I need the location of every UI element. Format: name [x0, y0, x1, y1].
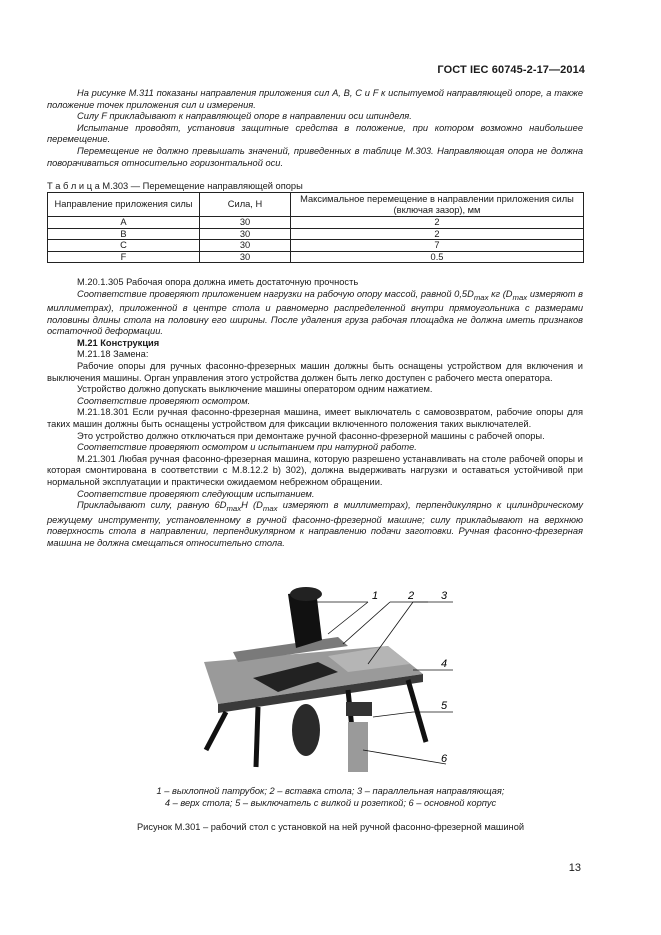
table-leg [408, 680, 426, 742]
table-row [48, 240, 584, 252]
callout-label: 1 [372, 590, 379, 602]
compliance-paragraph: Соответствие проверяют осмотром. [77, 395, 251, 406]
callout-label: 2 [408, 590, 415, 602]
table-row [48, 228, 584, 240]
test-procedure-paragraph [47, 500, 583, 549]
table-leg [206, 712, 226, 750]
callout-label: 3 [441, 590, 448, 602]
clause-m21-18: М.21.18 Замена: [77, 349, 149, 360]
table-cell: C [48, 240, 200, 252]
table-caption: Т а б л и ц а М.303 — Перемещение направляющей опоры [47, 181, 303, 191]
text-run: кг (D [488, 288, 513, 299]
figure-title: Рисунок М.301 – рабочий стол с установкой на ней ручной фасонно-фрезерной машиной [136, 822, 525, 832]
table-row [48, 217, 584, 229]
table-header-row [48, 193, 584, 217]
table-header-cell: Направление приложения силы [48, 193, 200, 217]
figure-legend [47, 786, 614, 809]
table-cell: 30 [200, 251, 291, 263]
table-cell: F [48, 251, 200, 263]
paragraph: Это устройство должно отключаться при демонтаже ручной фасонно-фрезерной машины с рабочей опоры. [77, 430, 545, 441]
exhaust-outlet [290, 587, 322, 601]
callout-label: 5 [441, 700, 448, 712]
table-row [48, 251, 584, 263]
table-leg [256, 707, 258, 767]
section-m20 [47, 277, 583, 549]
compliance-paragraph: Соответствие проверяют осмотром и испытанием при натурной работе. [77, 442, 417, 453]
router-table-illustration [198, 582, 468, 772]
table-cell: 30 [200, 240, 291, 252]
document-header: ГОСТ IEC 60745-2-17—2014 [437, 64, 585, 76]
table-cell: 30 [200, 217, 291, 229]
compliance-paragraph: Соответствие проверяют следующим испытанием. [77, 488, 315, 499]
text-run: Прикладывают силу, равную 6D [77, 500, 227, 511]
main-body [348, 722, 368, 772]
table-cell: 0.5 [291, 251, 584, 263]
subscript: max [262, 504, 278, 513]
compliance-paragraph [47, 289, 583, 338]
page-number: 13 [568, 862, 581, 874]
switch-box [346, 702, 372, 716]
callout-label: 6 [441, 753, 448, 765]
intro-paragraph-2: Силу F прикладывают к направляющей опоре в направлении оси шпинделя. [77, 111, 412, 122]
section-heading-m21: М.21 Конструкция [77, 337, 160, 348]
table-cell: B [48, 228, 200, 240]
router-motor-housing [292, 704, 320, 756]
text-run: измеряют в миллиметрах), перпендикулярно к цилиндрическому режущему инструменту, установленному в ручной фасонно-фрезерной машине; силу прикладывают на верхнюю поверхность стола в направлении, перпендикулярном к направлению подачи заготовки. Ручная фасонно-фрезерная машина не должна смещаться относительно стола. [47, 500, 583, 548]
text-run: измеряют в миллиметрах), приложенной в центре стола и равномерно распределенной внутри прямоугольника с размерами половины длины стола на половину его ширины. После удаления груза рабочая площадка не должна иметь признаков остаточной деформации. [47, 288, 584, 337]
intro-paragraph-4: Перемещение не должно превышать значений, приведенных в таблице М.303. Направляющая опора не должна поворачиваться относительно горизонтальной оси. [47, 145, 583, 168]
text-run: H (D [241, 500, 263, 511]
clause-m20-1-305: М.20.1.305 Рабочая опора должна иметь достаточную прочность [77, 277, 359, 287]
figure-legend-line: 1 – выхлопной патрубок; 2 – вставка стола; 3 – параллельная направляющая; [156, 786, 505, 796]
callout-label: 4 [441, 658, 448, 670]
text-run: Соответствие проверяют приложением нагрузки на рабочую опору массой, равной 0,5D [77, 288, 474, 299]
table-header-cell: Сила, Н [200, 193, 291, 217]
subscript: max [512, 292, 528, 302]
paragraph: Устройство должно допускать выключение машины оператором одним нажатием. [77, 384, 433, 395]
paragraph: Рабочие опоры для ручных фасонно-фрезерных машин должны быть оснащены устройством для включения и выключения машины. Орган управления этого устройства должен быть легко доступен с рабочего места оператора. [47, 361, 583, 383]
clause-m21-301: М.21.301 Любая ручная фасонно-фрезерная машина, которую разрешено устанавливать на столе рабочей опоры и которая смонтирована в соответствии с М.8.12.2 b) 302), должна выдерживать нагрузки и оставаться устойчивой при нормальной эксплуатации и практически ожидаемом небрежном обращении. [47, 453, 583, 487]
table-cell: 30 [200, 228, 291, 240]
router-table-figure [198, 582, 468, 772]
intro-block [47, 88, 583, 169]
figure-legend-line: 4 – верх стола; 5 – выключатель с вилкой и розеткой; 6 – основной корпус [164, 797, 497, 808]
intro-paragraph-3: Испытание проводят, установив защитные средства в положение, при котором возможно наибольшее перемещение. [47, 122, 583, 145]
table-cell: 2 [291, 217, 584, 229]
table-cell: 7 [291, 240, 584, 252]
subscript: max [226, 504, 242, 513]
table-cell: A [48, 217, 200, 229]
table-cell: 2 [291, 228, 584, 240]
displacement-table [47, 192, 584, 263]
intro-paragraph-1: На рисунке М.311 показаны направления приложения сил А, В, С и F к испытуемой направляющей опоре, а также положение точек приложения сил и измерения. [47, 88, 583, 110]
clause-m21-18-301: М.21.18.301 Если ручная фасонно-фрезерная машина, имеет выключатель с самовозвратом, рабочие опоры для таких машин должны быть оснащены устройством для фиксации включенного положения таких выключателей. [47, 407, 583, 429]
table-header-cell: Максимальное перемещение в направлении приложения силы (включая зазор), мм [291, 193, 584, 217]
subscript: max [473, 292, 489, 302]
